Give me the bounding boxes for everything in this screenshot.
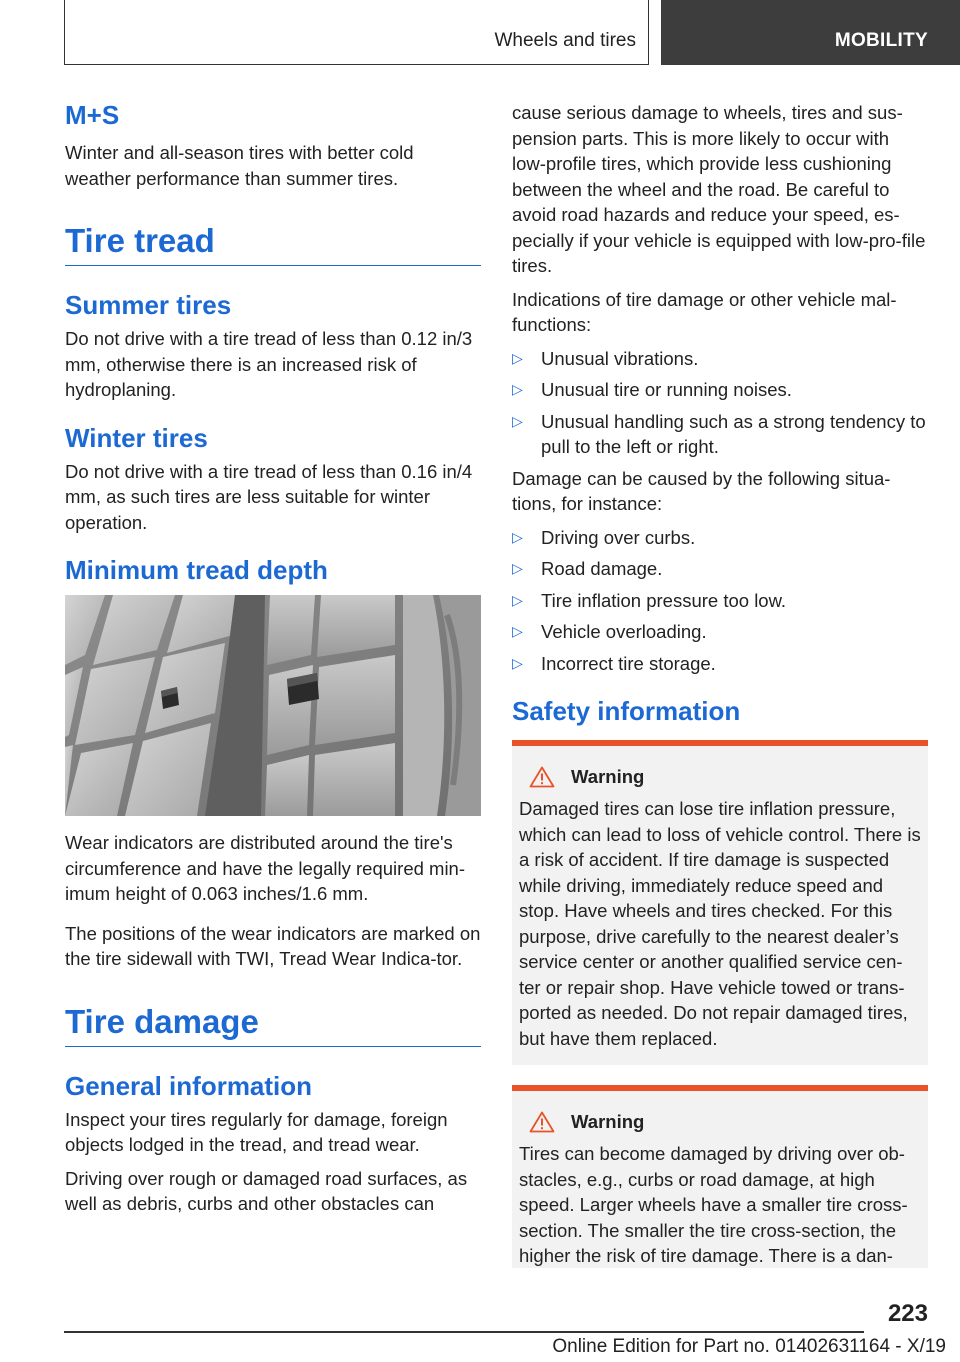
triangle-bullet-icon: ▷: [512, 654, 523, 671]
summer-tires-text: Do not drive with a tire tread of less than 0.12 in/3 mm, otherwise there is an increased risk of hydroplaning.: [65, 328, 473, 400]
left-column: [65, 100, 481, 1217]
list-item: ▷ Driving over curbs.: [512, 525, 928, 551]
triangle-bullet-icon: ▷: [512, 412, 523, 429]
header-chapter-box: [661, 0, 960, 65]
warning-triangle-icon: [529, 766, 555, 788]
tire-damage-heading: Tire damage: [65, 1002, 481, 1047]
warning-text-2: Tires can become damaged by driving over ob-stacles, e.g., curbs or road damage, at high speed. Larger wheels have a smaller tire cross-section. The smaller the tire cross-section, the higher the risk of tire damage. There is a dan-: [519, 1143, 908, 1266]
warning-box-2: [512, 1085, 928, 1268]
footer-divider: [64, 1331, 864, 1333]
inspect-text: Inspect your tires regularly for damage, foreign objects lodged in the tread, and tread wear.: [65, 1108, 448, 1155]
causes-list: [512, 525, 928, 677]
list-item: ▷ Vehicle overloading.: [512, 619, 928, 645]
general-information-heading: General information: [65, 1070, 313, 1101]
wear-indicators-text: Wear indicators are distributed around the tire's circumference and have the legally required min-imum height of 0.063 inches/1.6 mm.: [65, 832, 466, 904]
list-item: ▷ Unusual tire or running noises.: [512, 377, 928, 403]
triangle-bullet-icon: ▷: [512, 623, 523, 639]
header-section-title: Wheels and tires: [494, 30, 636, 51]
header-section-box: [64, 0, 649, 65]
ms-heading: M+S: [65, 100, 120, 130]
winter-tires-heading: Winter tires: [65, 422, 208, 453]
list-item: ▷ Unusual handling such as a strong tendency to pull to the left or right.: [512, 410, 926, 457]
triangle-bullet-icon: ▷: [512, 560, 523, 576]
triangle-bullet-icon: ▷: [512, 381, 523, 397]
indications-text: Indications of tire damage or other vehicle mal-functions:: [512, 288, 897, 335]
triangle-bullet-icon: ▷: [512, 528, 523, 545]
damage-causes-text: Damage can be caused by the following situa-tions, for instance:: [512, 467, 891, 514]
winter-tires-text: Do not drive with a tire tread of less than 0.16 in/4 mm, as such tires are less suitable for winter operation.: [65, 460, 473, 533]
warning-triangle-icon: [529, 1111, 555, 1133]
warning-text-1: Damaged tires can lose tire inflation pressure, which can lead to loss of vehicle control. There is a risk of accident. If tire damage is suspected while driving, immediately reduce speed and stop. Have wheels and tires checked. For this purpose, drive carefully to the nearest dealer’s service center or another qualified service cen-ter or repair shop. Have vehicle towed or trans-ported as needed. Do not repair damaged tires, but have them replaced.: [519, 798, 921, 1049]
right-column: [512, 100, 928, 1268]
triangle-bullet-icon: ▷: [512, 591, 523, 608]
list-item: ▷ Tire inflation pressure too low.: [512, 588, 928, 614]
warning-title-1: Warning: [519, 766, 921, 788]
list-item: ▷ Incorrect tire storage.: [512, 651, 928, 677]
summer-tires-heading: Summer tires: [65, 290, 232, 320]
page-number: 223: [887, 1300, 928, 1327]
tire-tread-heading: Tire tread: [65, 221, 481, 266]
ms-text: Winter and all-season tires with better cold weather performance than summer tires.: [65, 142, 414, 189]
tread-wear-indicator-image: [65, 595, 481, 816]
indications-list: [512, 346, 928, 460]
list-item: ▷ Unusual vibrations.: [512, 346, 928, 372]
damage-continued-text: cause serious damage to wheels, tires and sus-pension parts. This is more likely to occur with low-profile tires, which provide less cushioning between the wheel and the road. Be careful to avoid road hazards and reduce your speed, es-pecially if your vehicle is equipped with low-pro-file tires.: [512, 102, 926, 276]
warning-box-1: [512, 740, 928, 1065]
warning-title-2: Warning: [519, 1111, 921, 1133]
driving-text: Driving over rough or damaged road surfaces, as well as debris, curbs and other obstacles can: [65, 1167, 468, 1214]
list-item: ▷ Road damage.: [512, 556, 928, 582]
wear-positions-text: The positions of the wear indicators are marked on the tire sidewall with TWI, Tread Wear Indica-tor.: [65, 922, 481, 969]
footer-edition-text: Online Edition for Part no. 01402631164 - X/19: [552, 1336, 946, 1357]
header-chapter-title: MOBILITY: [834, 30, 928, 51]
triangle-bullet-icon: ▷: [512, 349, 523, 366]
safety-information-heading: Safety information: [512, 696, 741, 726]
minimum-tread-heading: Minimum tread depth: [65, 555, 328, 585]
